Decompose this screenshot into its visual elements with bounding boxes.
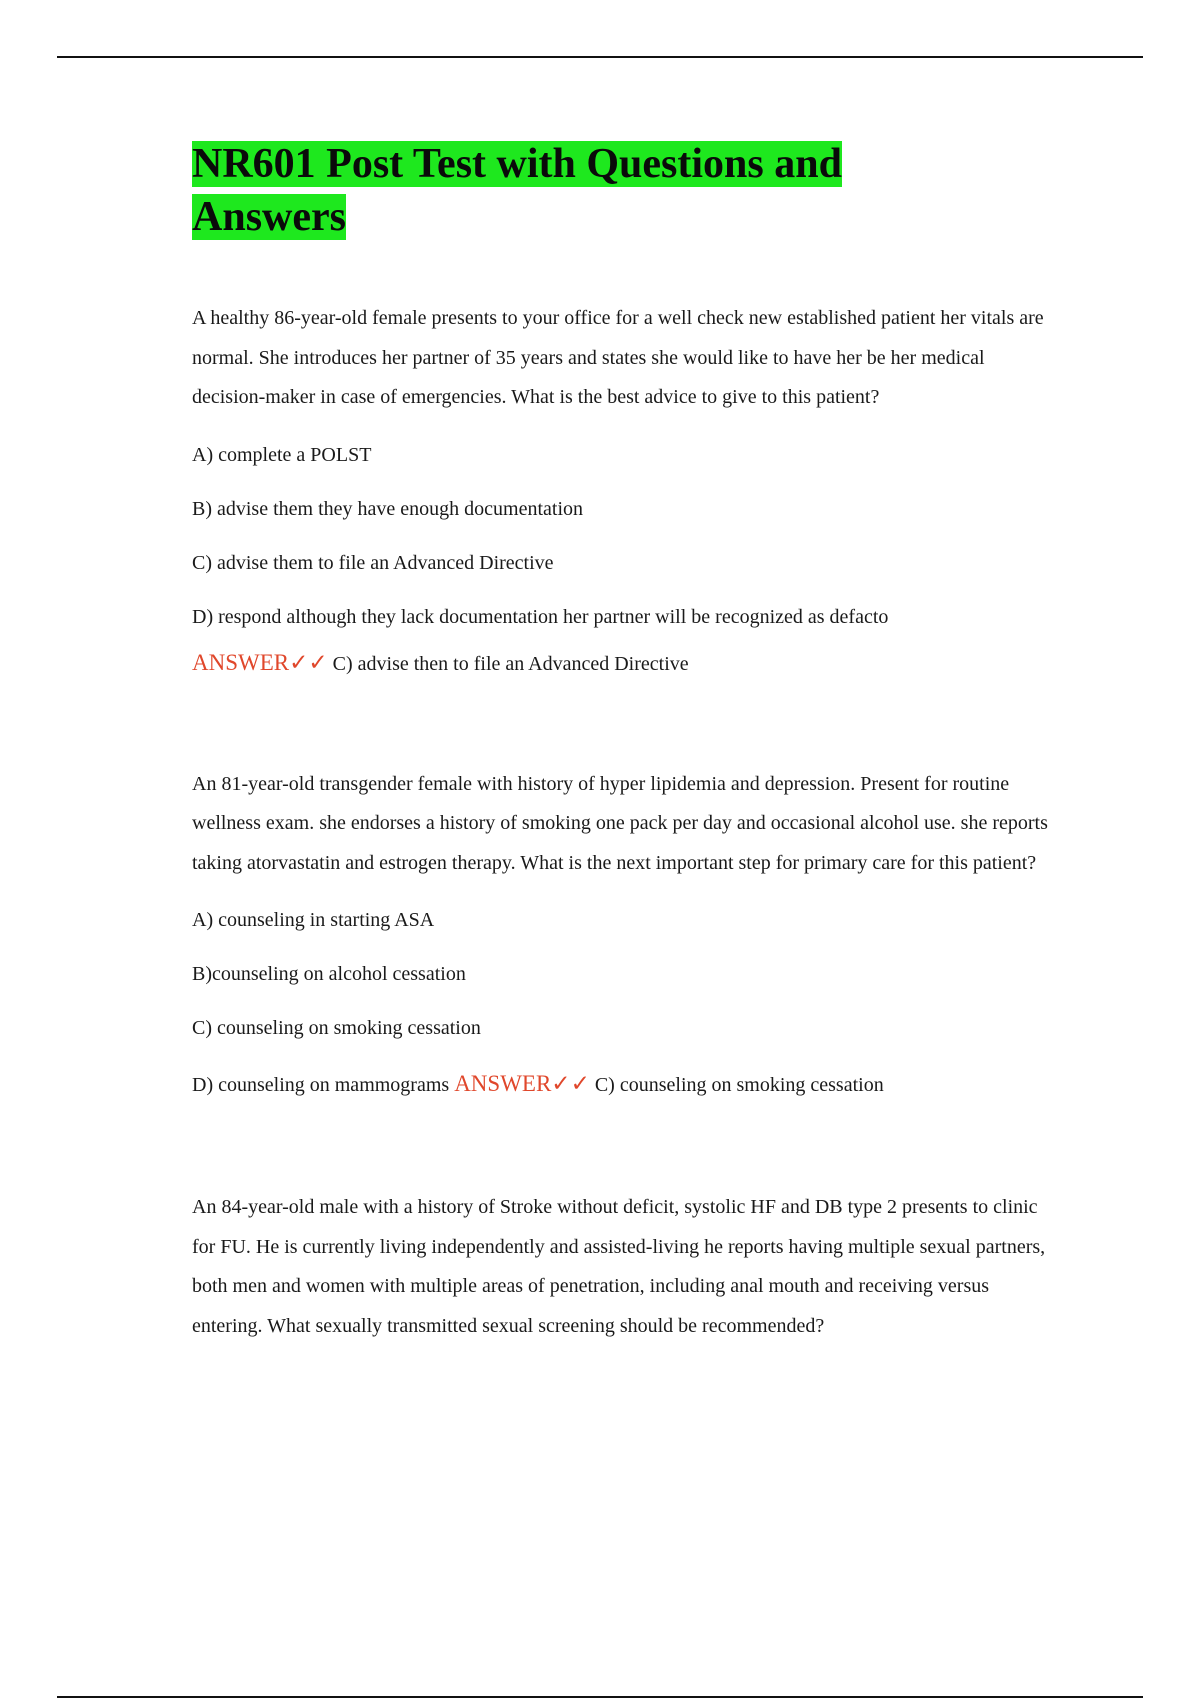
question-1-option-d: D) respond although they lack documentation her partner will be recognized as defacto: [192, 605, 889, 628]
title-line-1: NR601 Post Test with Questions and: [192, 141, 842, 187]
question-2-option-a: A) counseling in starting ASA: [192, 909, 435, 931]
question-1-text: A healthy 86-year-old female presents to your office for a well check new established patient her vitals are normal. She introduces her partner of 35 years and states she would like to have her be her medical decision-maker in case of emergencies. What is the best advice to give to this patient?: [192, 307, 1044, 408]
question-1-answer-text: C) advise then to file an Advanced Directive: [332, 652, 689, 675]
question-1-answer: [192, 648, 1052, 679]
question-2-option-d-and-answer: [192, 1069, 1052, 1100]
question-3-text: An 84-year-old male with a history of Stroke without deficit, systolic HF and DB type 2 presents to clinic for FU. He is currently living independently and assisted-living he reports having multiple sexual partners, both men and women with multiple areas of penetration, including anal mouth and receiving versus entering. What sexually transmitted sexual screening should be recommended?: [192, 1196, 1046, 1337]
question-2-option-d: D) counseling on mammograms: [192, 1074, 450, 1096]
top-rule: [57, 56, 1143, 58]
question-1-option-c: C) advise them to file an Advanced Directive: [192, 551, 554, 574]
question-2-answer-text: C) counseling on smoking cessation: [594, 1074, 884, 1096]
answer-marker: ANSWER✓✓: [192, 649, 328, 675]
question-1-option-b: B) advise them they have enough documentation: [192, 497, 584, 520]
question-2-options: [192, 905, 1052, 1043]
document-page: [192, 138, 1052, 1346]
question-2-option-c: C) counseling on smoking cessation: [192, 1017, 481, 1039]
title-line-2: Answers: [192, 194, 346, 240]
bottom-rule: [57, 1696, 1143, 1698]
question-2-option-b: B)counseling on alcohol cessation: [192, 963, 466, 985]
question-2-text: An 81-year-old transgender female with history of hyper lipidemia and depression. Present for routine wellness exam. she endorses a history of smoking one pack per day and occasional alcohol use. she reports taking atorvastatin and estrogen therapy. What is the next important step for primary care for this patient?: [192, 772, 1048, 874]
question-1-option-a: A) complete a POLST: [192, 443, 372, 466]
answer-marker: ANSWER✓✓: [454, 1071, 590, 1096]
document-title: [192, 138, 1052, 244]
question-1-options: [192, 440, 1052, 632]
